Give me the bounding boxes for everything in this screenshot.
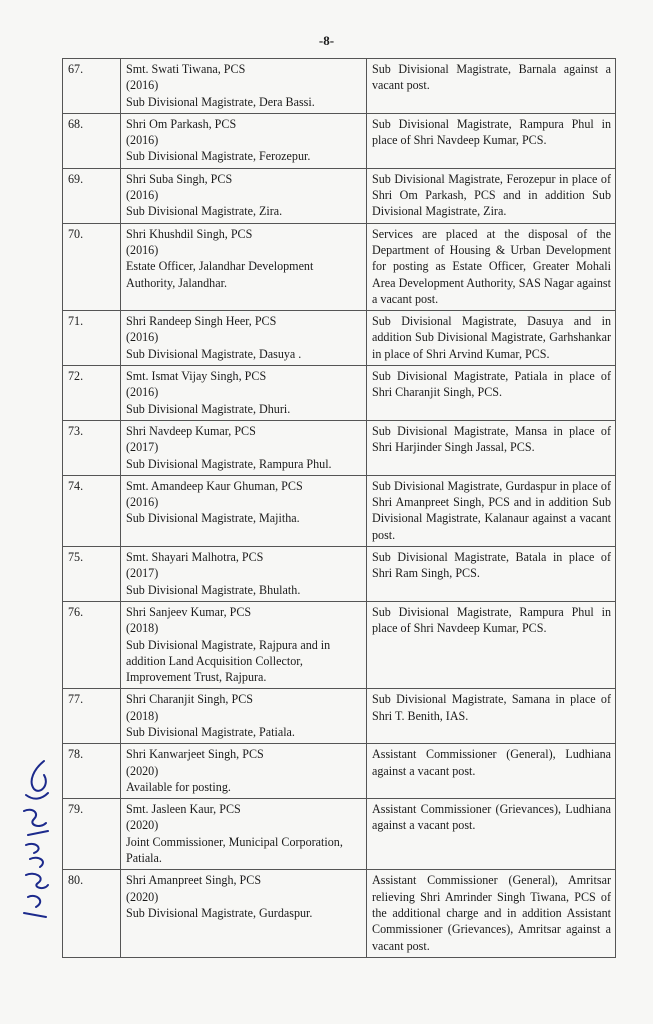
current-posting: Sub Divisional Magistrate, Majitha. xyxy=(126,511,300,526)
serial-number: 76. xyxy=(63,601,121,688)
officer-batch: (2016) xyxy=(126,242,159,257)
new-posting: Assistant Commissioner (Grievances), Ludhiana against a vacant post. xyxy=(367,799,616,870)
officer-details xyxy=(121,168,367,223)
serial-number: 72. xyxy=(63,366,121,421)
officer-batch: (2020) xyxy=(126,818,159,833)
officer-batch: (2020) xyxy=(126,763,159,778)
officer-batch: (2020) xyxy=(126,889,159,904)
serial-number: 79. xyxy=(63,799,121,870)
officer-details xyxy=(121,601,367,688)
officer-name: Smt. Ismat Vijay Singh, PCS xyxy=(126,369,267,384)
current-posting: Sub Divisional Magistrate, Rampura Phul. xyxy=(126,456,332,471)
officer-name: Shri Amanpreet Singh, PCS xyxy=(126,873,262,888)
officer-details xyxy=(121,420,367,475)
officer-details xyxy=(121,311,367,366)
officer-details xyxy=(121,223,367,310)
new-posting: Sub Divisional Magistrate, Barnala against a vacant post. xyxy=(367,59,616,114)
officer-details xyxy=(121,113,367,168)
table-row xyxy=(63,475,616,546)
officer-name: Shri Navdeep Kumar, PCS xyxy=(126,423,256,438)
officer-details xyxy=(121,475,367,546)
new-posting: Sub Divisional Magistrate, Batala in place of Shri Ram Singh, PCS. xyxy=(367,547,616,602)
table-row xyxy=(63,366,616,421)
serial-number: 69. xyxy=(63,168,121,223)
officer-batch: (2016) xyxy=(126,78,159,93)
current-posting: Joint Commissioner, Municipal Corporation, Patiala. xyxy=(126,834,343,866)
officer-batch: (2018) xyxy=(126,708,159,723)
serial-number: 70. xyxy=(63,223,121,310)
officer-batch: (2016) xyxy=(126,330,159,345)
officer-name: Shri Khushdil Singh, PCS xyxy=(126,226,253,241)
serial-number: 68. xyxy=(63,113,121,168)
new-posting: Assistant Commissioner (General), Amritsar relieving Shri Amrinder Singh Tiwana, PCS of the additional charge and in addition Assistant Commissioner (Grievances), Amritsar against a vacant post. xyxy=(367,870,616,957)
officer-batch: (2016) xyxy=(126,495,159,510)
current-posting: Sub Divisional Magistrate, Dhuri. xyxy=(126,401,291,416)
serial-number: 73. xyxy=(63,420,121,475)
officer-details xyxy=(121,870,367,957)
current-posting: Sub Divisional Magistrate, Gurdaspur. xyxy=(126,905,313,920)
officer-batch: (2016) xyxy=(126,133,159,148)
officer-details xyxy=(121,744,367,799)
serial-number: 77. xyxy=(63,689,121,744)
table-row xyxy=(63,311,616,366)
new-posting: Sub Divisional Magistrate, Dasuya and in addition Sub Divisional Magistrate, Garhshankar in place of Shri Arvind Kumar, PCS. xyxy=(367,311,616,366)
new-posting: Services are placed at the disposal of the Department of Housing & Urban Development for posting as Estate Officer, Greater Mohali Area Development Authority, SAS Nagar against a vacant post. xyxy=(367,223,616,310)
table-row xyxy=(63,168,616,223)
current-posting: Sub Divisional Magistrate, Bhulath. xyxy=(126,582,301,597)
officer-name: Shri Suba Singh, PCS xyxy=(126,171,233,186)
officer-batch: (2017) xyxy=(126,440,159,455)
table-row xyxy=(63,547,616,602)
serial-number: 74. xyxy=(63,475,121,546)
new-posting: Sub Divisional Magistrate, Rampura Phul in place of Shri Navdeep Kumar, PCS. xyxy=(367,601,616,688)
current-posting: Available for posting. xyxy=(126,779,231,794)
officer-batch: (2016) xyxy=(126,385,159,400)
table-row xyxy=(63,689,616,744)
current-posting: Sub Divisional Magistrate, Rajpura and in addition Land Acquisition Collector, Improvement Trust, Rajpura. xyxy=(126,637,331,685)
officer-name: Smt. Swati Tiwana, PCS xyxy=(126,62,246,76)
current-posting: Sub Divisional Magistrate, Patiala. xyxy=(126,724,295,739)
table-row xyxy=(63,870,616,957)
table-row xyxy=(63,601,616,688)
officer-name: Shri Randeep Singh Heer, PCS xyxy=(126,314,277,329)
current-posting: Estate Officer, Jalandhar Development Authority, Jalandhar. xyxy=(126,259,314,290)
serial-number: 78. xyxy=(63,744,121,799)
serial-number: 75. xyxy=(63,547,121,602)
table-row xyxy=(63,744,616,799)
officer-details xyxy=(121,689,367,744)
current-posting: Sub Divisional Magistrate, Ferozepur. xyxy=(126,149,311,164)
serial-number: 67. xyxy=(63,59,121,114)
officer-name: Shri Om Parkash, PCS xyxy=(126,116,237,131)
new-posting: Sub Divisional Magistrate, Rampura Phul in place of Shri Navdeep Kumar, PCS. xyxy=(367,113,616,168)
new-posting: Sub Divisional Magistrate, Gurdaspur in place of Shri Amanpreet Singh, PCS and in addition Sub Divisional Magistrate, Kalanaur against a vacant post. xyxy=(367,475,616,546)
officer-name: Smt. Jasleen Kaur, PCS xyxy=(126,802,241,817)
new-posting: Sub Divisional Magistrate, Patiala in place of Shri Charanjit Singh, PCS. xyxy=(367,366,616,421)
new-posting: Sub Divisional Magistrate, Mansa in place of Shri Harjinder Singh Jassal, PCS. xyxy=(367,420,616,475)
officer-details xyxy=(121,799,367,870)
table-row xyxy=(63,59,616,114)
officer-batch: (2016) xyxy=(126,188,159,203)
serial-number: 80. xyxy=(63,870,121,957)
officer-details xyxy=(121,366,367,421)
officer-name: Smt. Amandeep Kaur Ghuman, PCS xyxy=(126,478,303,493)
officer-batch: (2018) xyxy=(126,621,159,636)
officer-details xyxy=(121,59,367,114)
table-row xyxy=(63,223,616,310)
serial-number: 71. xyxy=(63,311,121,366)
officer-batch: (2017) xyxy=(126,566,159,581)
officer-details xyxy=(121,547,367,602)
table-row xyxy=(63,799,616,870)
signature xyxy=(4,755,64,925)
current-posting: Sub Divisional Magistrate, Dera Bassi. xyxy=(126,94,315,109)
officer-name: Shri Sanjeev Kumar, PCS xyxy=(126,604,252,619)
current-posting: Sub Divisional Magistrate, Dasuya . xyxy=(126,346,302,361)
new-posting: Sub Divisional Magistrate, Samana in place of Shri T. Benith, IAS. xyxy=(367,689,616,744)
table-row xyxy=(63,113,616,168)
officer-name: Shri Kanwarjeet Singh, PCS xyxy=(126,747,264,762)
officer-name: Shri Charanjit Singh, PCS xyxy=(126,692,254,707)
new-posting: Sub Divisional Magistrate, Ferozepur in place of Shri Om Parkash, PCS and in addition Sub Divisional Magistrate, Zira. xyxy=(367,168,616,223)
table-row xyxy=(63,420,616,475)
new-posting: Assistant Commissioner (General), Ludhiana against a vacant post. xyxy=(367,744,616,799)
page-number: -8- xyxy=(318,33,335,48)
current-posting: Sub Divisional Magistrate, Zira. xyxy=(126,204,283,219)
posting-orders-table xyxy=(62,58,616,958)
officer-name: Smt. Shayari Malhotra, PCS xyxy=(126,550,264,565)
